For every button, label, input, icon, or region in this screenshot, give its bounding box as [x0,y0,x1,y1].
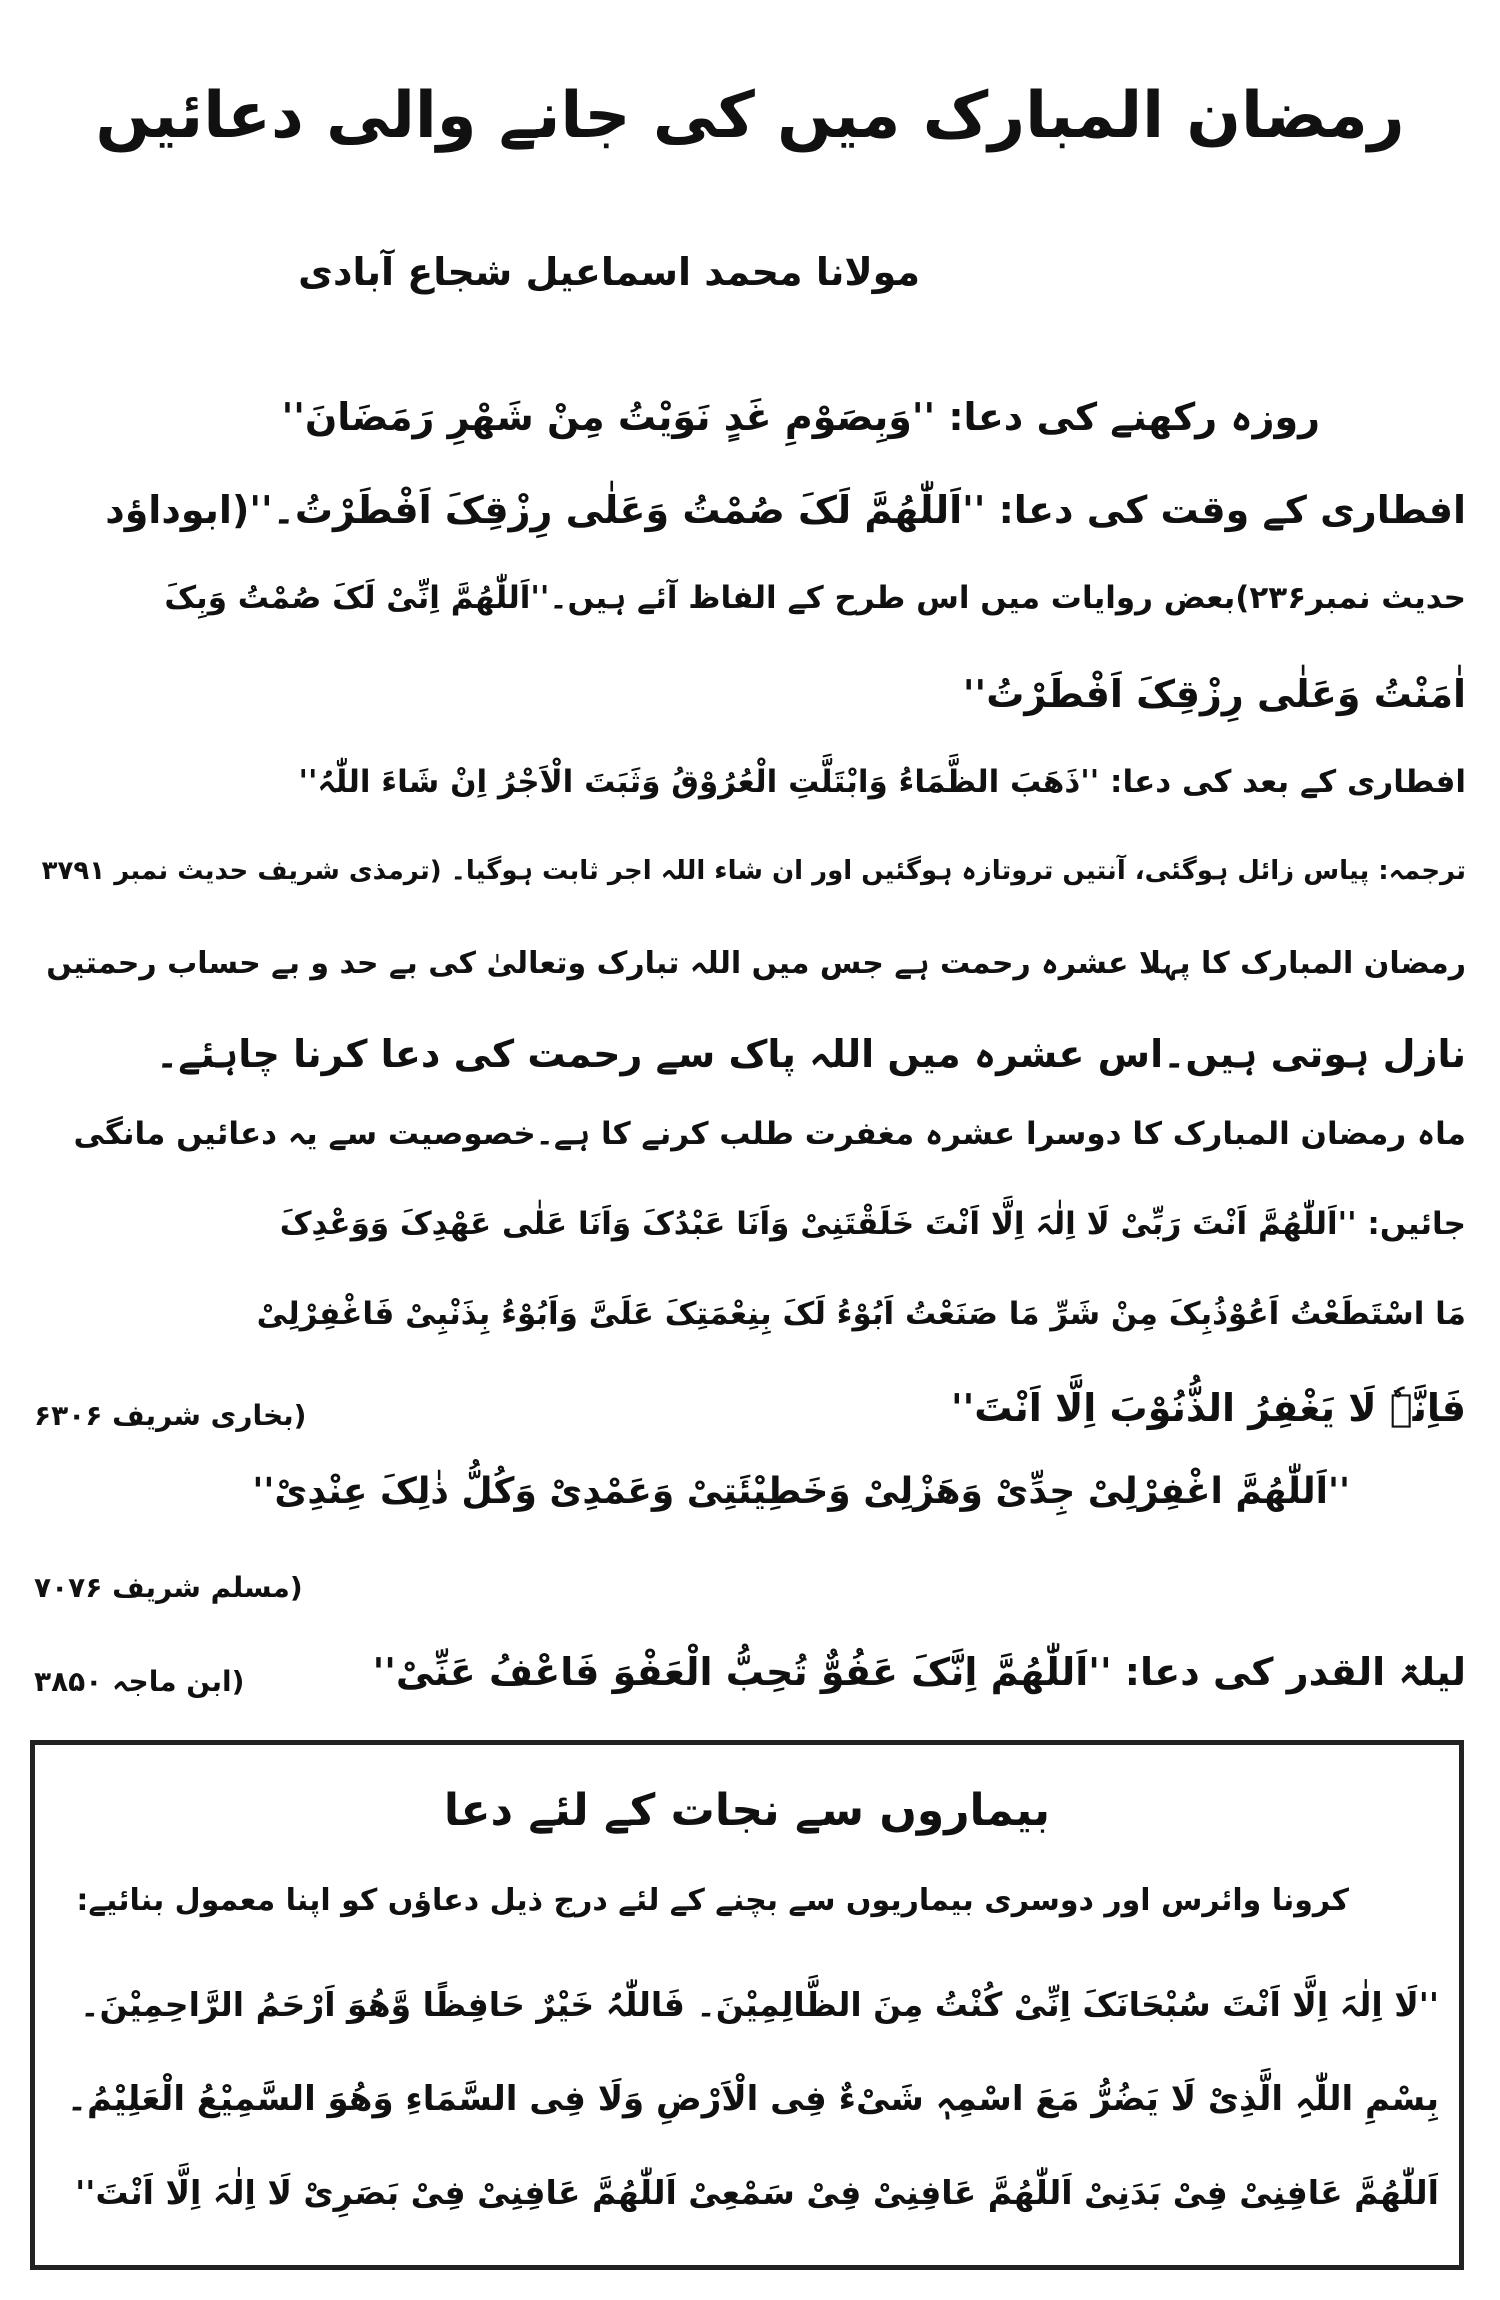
body-line: رمضان المبارک کا پہلا عشرہ رحمت ہے جس میں اللہ تبارک وتعالیٰ کی بے حد و بے حساب رحمتیں [46,946,1466,981]
reference-text: (بخاری شریف ۶۳۰۶ [34,1399,307,1432]
box-line: کرونا وائرس اور دوسری بیماریوں سے بچنے کے لئے درج ذیل دعاؤں کو اپنا معمول بنائیے: [76,1883,1349,1918]
body-line: ''اَللّٰھُمَّ اغْفِرْلِیْ جِدِّیْ وَھَزْلِیْ وَخَطِیْئَتِیْ وَعَمْدِیْ وَکُلُّ ذٰلِکَ عِنْدِیْ'' [252,1471,1350,1512]
body-line: روزہ رکھنے کی دعا: ''وَبِصَوْمِ غَدٍ نَوَیْتُ مِنْ شَھْرِ رَمَضَانَ'' [281,395,1320,439]
body-line: افطاری کے وقت کی دعا: ''اَللّٰھُمَّ لَکَ صُمْتُ وَعَلٰی رِزْقِکَ اَفْطَرْتُ۔''(ابوداؤد [105,488,1466,532]
body-line: افطاری کے بعد کی دعا: ''ذَھَبَ الظَّمَاءُ وَابْتَلَّتِ الْعُرُوْقُ وَثَبَتَ الْاَجْرُ اِنْ شَاءَ اللّٰہُ'' [298,764,1466,800]
body-line: حدیث نمبر۲۳۶)بعض روایات میں اس طرح کے الفاظ آئے ہیں۔''اَللّٰھُمَّ اِنِّیْ لَکَ صُمْتُ وَبِکَ [164,580,1466,616]
body-line: ماہ رمضان المبارک کا دوسرا عشرہ مغفرت طلب کرنے کا ہے۔خصوصیت سے یہ دعائیں مانگی [73,1116,1466,1152]
body-line: اٰمَنْتُ وَعَلٰی رِزْقِکَ اَفْطَرْتُ'' [962,672,1466,716]
box-line: بِسْمِ اللّٰہِ الَّذِیْ لَا یَضُرُّ مَعَ اسْمِہٖ شَیْءٌ فِی الْاَرْضِ وَلَا فِی السَّمَاءِ وَھُوَ السَّمِیْعُ الْعَلِیْمُ۔ [67,2079,1439,2119]
body-line: ترجمہ: پیاس زائل ہوگئی، آنتیں تروتازہ ہوگئیں اور ان شاء اللہ اجر ثابت ہوگیا۔ (ترمذی شریف حدیث نمبر ۳۷۹۱ [41,856,1466,886]
reference-text: (مسلم شریف ۷۰۷۶ [34,1571,303,1604]
bukhari-dua-end: فَاِنَّہٗ لَا یَغْفِرُ الذُّنُوْبَ اِلَّا اَنْتَ'' [950,1386,1466,1430]
sidebar-box [30,1740,1464,2270]
box-line: ''لَا اِلٰہَ اِلَّا اَنْتَ سُبْحَانَکَ اِنِّیْ کُنْتُ مِنَ الظَّالِمِیْنَ۔ فَاللّٰہُ خَیْرٌ حَافِظًا وَّھُوَ اَرْحَمُ الرَّاحِمِیْنَ۔ [80,1985,1439,2024]
reference-ibn-majah [34,1656,334,1702]
author-name: مولانا محمد اسماعیل شجاع آبادی [298,250,920,294]
reference-muslim [34,1562,434,1608]
body-line: لیلۃ القدر کی دعا: ''اَللّٰھُمَّ اِنَّکَ عَفُوٌّ تُحِبُّ الْعَفْوَ فَاعْفُ عَنِّیْ'' [372,1650,1466,1694]
body-line: مَا اسْتَطَعْتُ اَعُوْذُبِکَ مِنْ شَرِّ مَا صَنَعْتُ اَبُوْءُ لَکَ بِنِعْمَتِکَ عَلَیَّ وَاَبُوْءُ بِذَنْبِیْ فَاغْفِرْلِیْ [256,1296,1466,1332]
body-line: نازل ہوتی ہیں۔اس عشرہ میں اللہ پاک سے رحمت کی دعا کرنا چاہئے۔ [155,1032,1466,1076]
reference-text: (ابن ماجہ ۳۸۵۰ [34,1665,245,1698]
article-title: رمضان المبارک میں کی جانے والی دعائیں [95,79,1405,153]
reference-bukhari [34,1390,434,1436]
box-title: بیماروں سے نجات کے لئے دعا [443,1785,1051,1836]
box-line: اَللّٰھُمَّ عَافِنِیْ فِیْ بَدَنِیْ اَللّٰھُمَّ عَافِنِیْ فِیْ سَمْعِیْ اَللّٰھُمَّ عَافِنِیْ فِیْ بَصَرِیْ لَا اِلٰہَ اِلَّا اَنْتَ'' [75,2173,1439,2212]
body-line: جائیں: ''اَللّٰھُمَّ اَنْتَ رَبِّیْ لَا اِلٰہَ اِلَّا اَنْتَ خَلَقْتَنِیْ وَاَنَا عَبْدُکَ وَاَنَا عَلٰی عَھْدِکَ وَوَعْدِکَ [279,1206,1466,1242]
